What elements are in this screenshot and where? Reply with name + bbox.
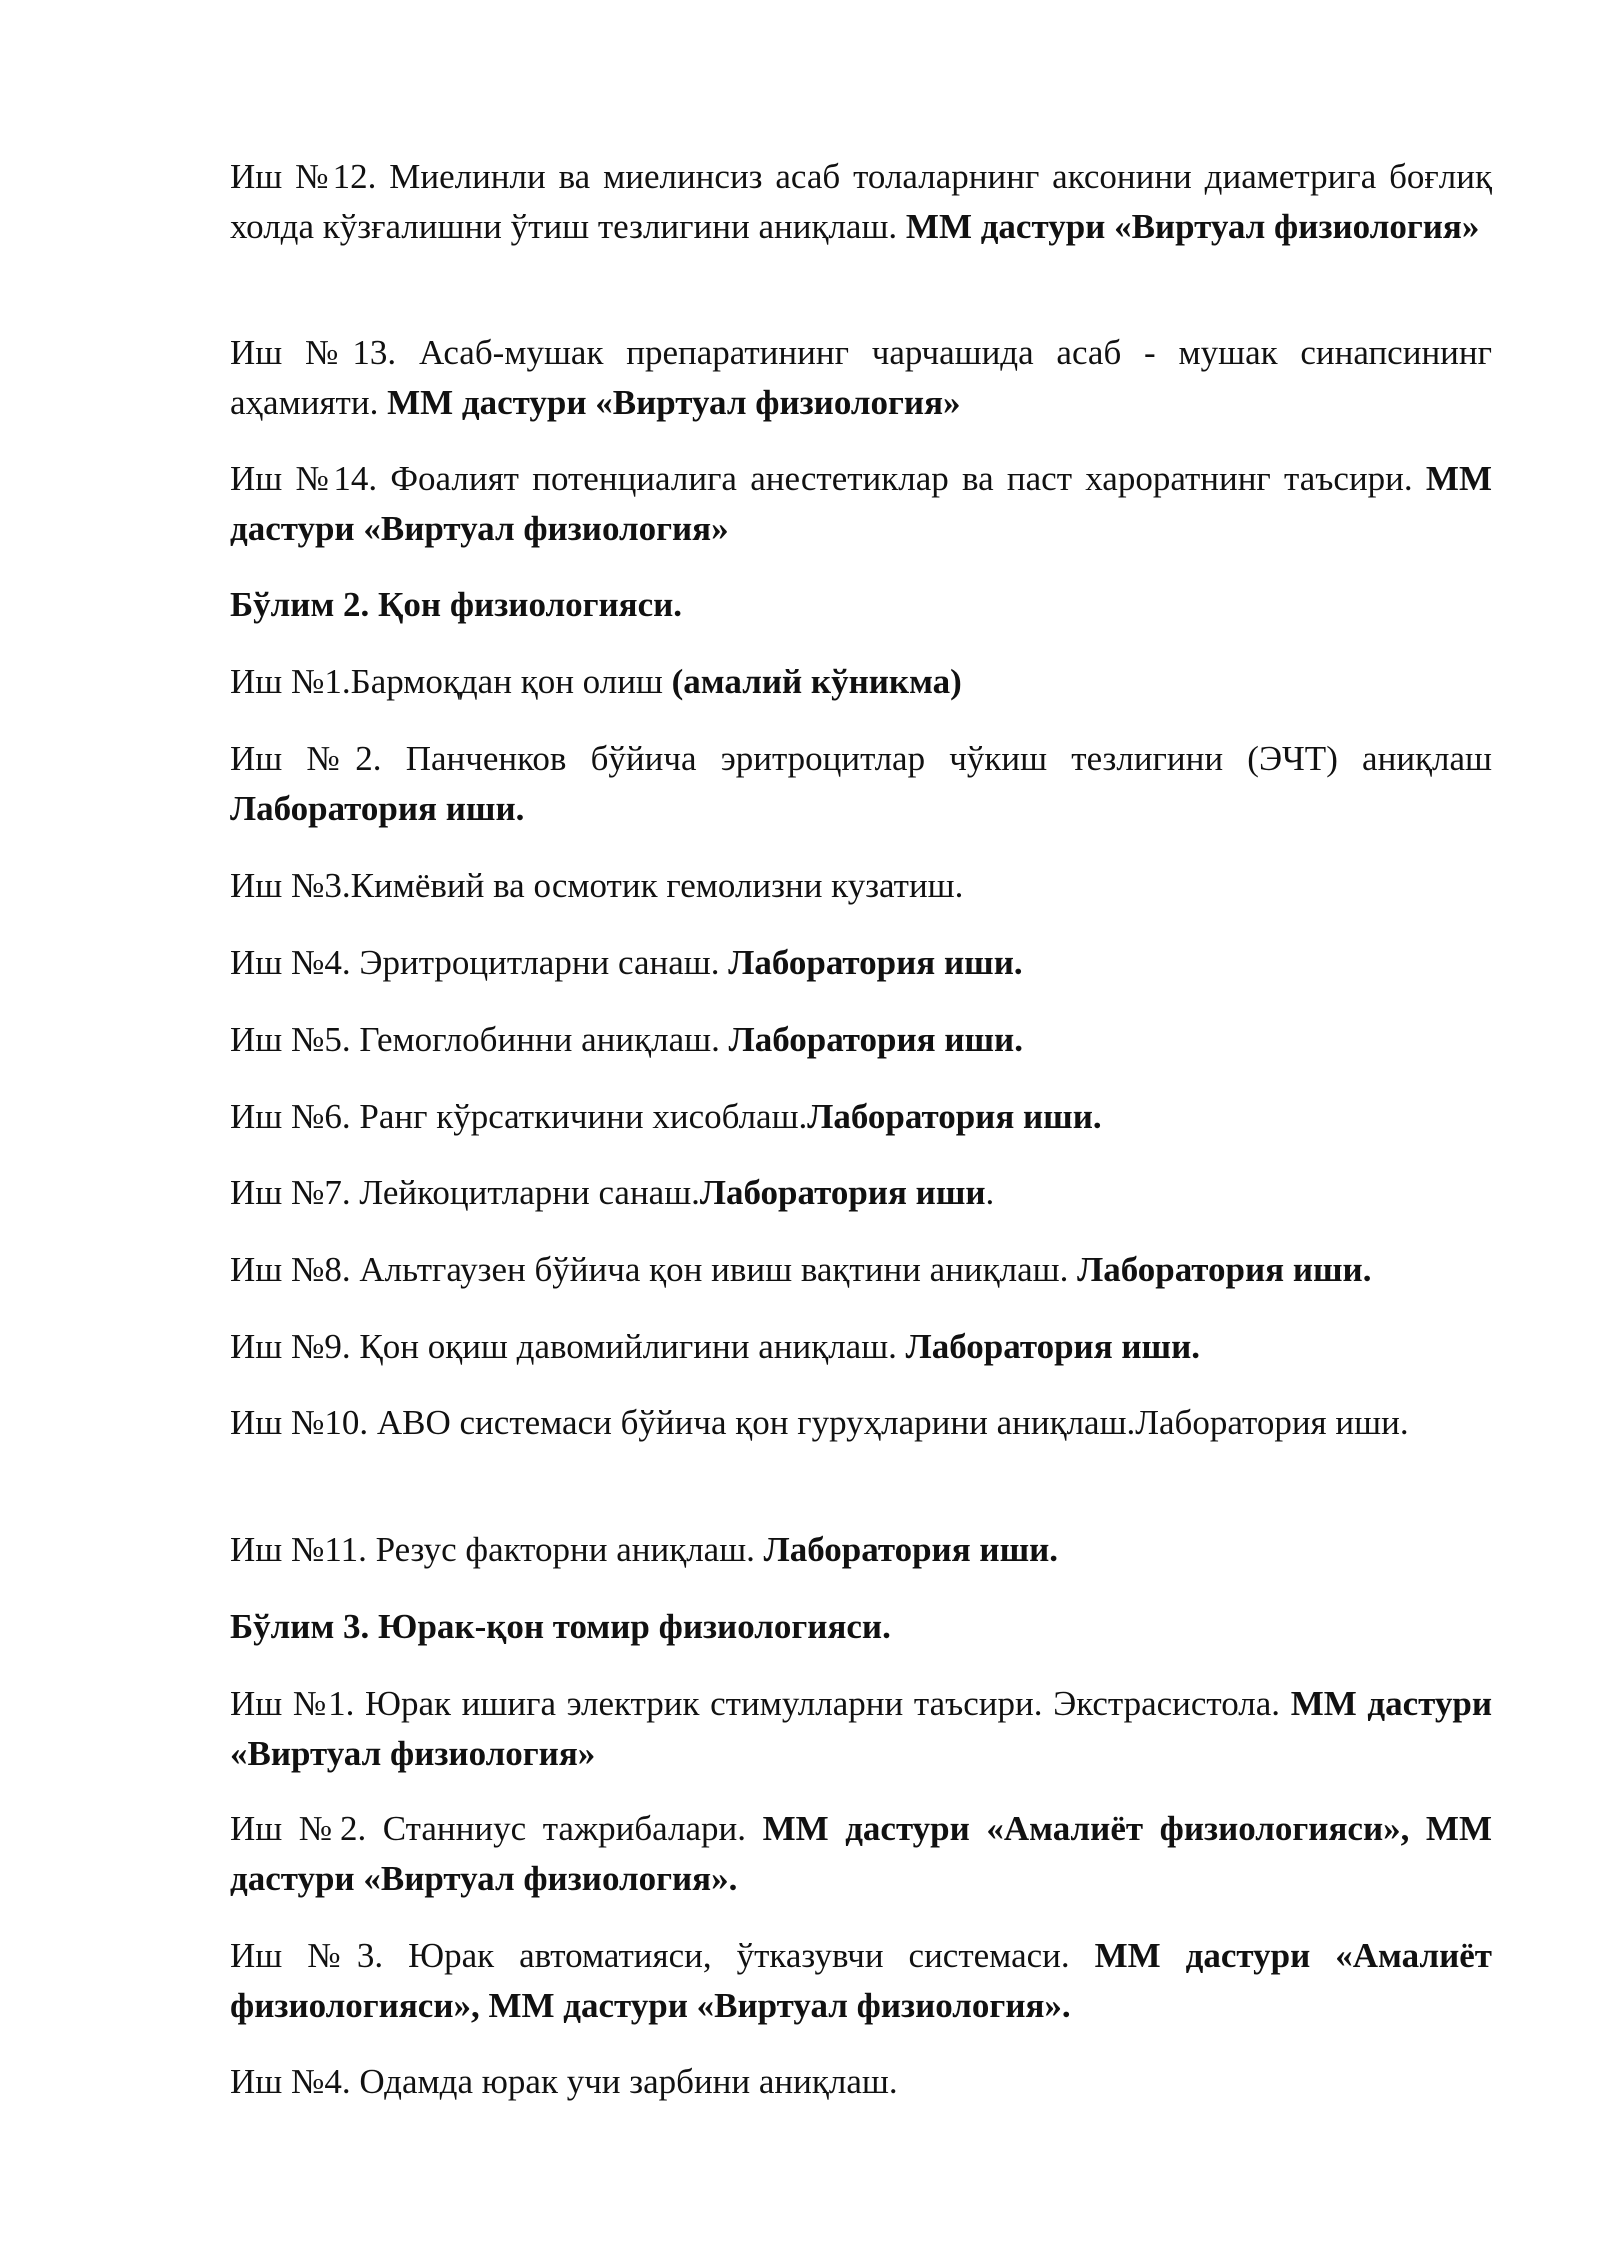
paragraph-heart-work-2	[230, 1804, 1492, 1904]
paragraph-bold-text: ММ дастури «Виртуал физиология»	[230, 459, 1492, 548]
paragraph-text: Иш №5. Гемоглобинни аниқлаш.	[230, 1020, 729, 1059]
paragraph-blood-work-4	[230, 938, 1492, 988]
paragraph-blood-work-11	[230, 1525, 1492, 1575]
paragraph-blood-work-5	[230, 1015, 1492, 1065]
paragraph-text: Иш №1. Юрак ишига электрик стимулларни таъсири. Экстрасистола.	[230, 1684, 1291, 1723]
paragraph-bold-text: ММ дастури «Виртуал физиология»	[387, 383, 961, 422]
paragraph-text: Иш №4. Эритроцитларни санаш.	[230, 943, 729, 982]
section-heading-text: Бўлим 3. Юрак-қон томир физиологияси.	[230, 1607, 891, 1646]
paragraph-blood-work-10	[230, 1398, 1492, 1448]
paragraph-bold-text: (амалий кўникма)	[671, 662, 962, 701]
paragraph-blood-work-6	[230, 1092, 1492, 1142]
paragraph-blood-work-3	[230, 861, 1492, 911]
paragraph-blood-work-1	[230, 657, 1492, 707]
paragraph-text: Иш №8. Альтгаузен бўйича қон ивиш вақтини аниқлаш.	[230, 1250, 1078, 1289]
paragraph-bold-text: Лаборатория иши.	[1077, 1250, 1372, 1289]
paragraph-blood-work-8	[230, 1245, 1492, 1295]
paragraph-bold-text: Лаборатория иши.	[230, 789, 525, 828]
paragraph-text: Иш №3. Юрак автоматияси, ўтказувчи системаси.	[230, 1936, 1095, 1975]
paragraph-work-12	[230, 152, 1492, 252]
paragraph-heart-work-1	[230, 1679, 1492, 1779]
paragraph-blood-work-9	[230, 1322, 1492, 1372]
paragraph-text: Иш №6. Ранг кўрсаткичини хисоблаш.	[230, 1097, 808, 1136]
paragraph-work-14	[230, 454, 1492, 554]
paragraph-text: Иш №7. Лейкоцитларни санаш.	[230, 1173, 700, 1212]
paragraph-work-13	[230, 328, 1492, 428]
paragraph-blood-work-7	[230, 1168, 1492, 1218]
paragraph-text: Иш №14. Фоалият потенциалига анестетиклар ва паст хароратнинг таъсири.	[230, 459, 1426, 498]
paragraph-text: Иш №11. Резус факторни аниқлаш.	[230, 1530, 764, 1569]
paragraph-text: Иш №9. Қон оқиш давомийлигини аниқлаш.	[230, 1327, 906, 1366]
paragraph-blood-work-2	[230, 734, 1492, 834]
paragraph-text: Иш №2. Станниус тажрибалари.	[230, 1809, 763, 1848]
paragraph-heart-work-4	[230, 2057, 1492, 2107]
paragraph-bold-text: ММ дастури «Виртуал физиология»	[905, 207, 1480, 246]
paragraph-bold-text: ММ дастури «Амалиёт физиологияси», ММ дастури «Виртуал физиология».	[230, 1809, 1492, 1898]
paragraph-tail-text: .	[985, 1173, 995, 1212]
paragraph-bold-text: Лаборатория иши.	[728, 1020, 1023, 1059]
paragraph-bold-text: Лаборатория иши.	[807, 1097, 1102, 1136]
section-heading-3	[230, 1602, 1492, 1652]
paragraph-text: Иш №2. Панченков бўйича эритроцитлар чўкиш тезлигини (ЭЧТ) аниқлаш	[230, 739, 1492, 778]
paragraph-bold-text: Лаборатория иши	[699, 1173, 986, 1212]
paragraph-bold-text: ММ дастури «Виртуал физиология»	[230, 1684, 1492, 1773]
paragraph-bold-text: Лаборатория иши.	[728, 943, 1023, 982]
paragraph-heart-work-3	[230, 1931, 1492, 2031]
paragraph-bold-text: ММ дастури «Амалиёт физиологияси», ММ дастури «Виртуал физиология».	[230, 1936, 1492, 2025]
paragraph-text: Иш №13. Асаб-мушак препаратининг чарчашида асаб - мушак синапсининг аҳамияти.	[230, 333, 1492, 422]
paragraph-text: Иш №1.Бармоқдан қон олиш	[230, 662, 672, 701]
section-heading-text: Бўлим 2. Қон физиологияси.	[230, 585, 683, 624]
section-heading-2	[230, 580, 1492, 630]
paragraph-text: Иш №3.Кимёвий ва осмотик гемолизни кузатиш.	[230, 866, 964, 905]
paragraph-text: Иш №4. Одамда юрак учи зарбини аниқлаш.	[230, 2062, 898, 2101]
paragraph-bold-text: Лаборатория иши.	[763, 1530, 1059, 1569]
paragraph-text: Иш №10. АВО системаси бўйича қон гуруҳларини аниқлаш.Лаборатория иши.	[230, 1403, 1409, 1442]
paragraph-text: Иш №12. Миелинли ва миелинсиз асаб толаларнинг аксонини диаметрига боғлиқ холда кўзғалишни ўтиш тезлигини аниқлаш.	[230, 157, 1492, 246]
paragraph-bold-text: Лаборатория иши.	[905, 1327, 1201, 1366]
